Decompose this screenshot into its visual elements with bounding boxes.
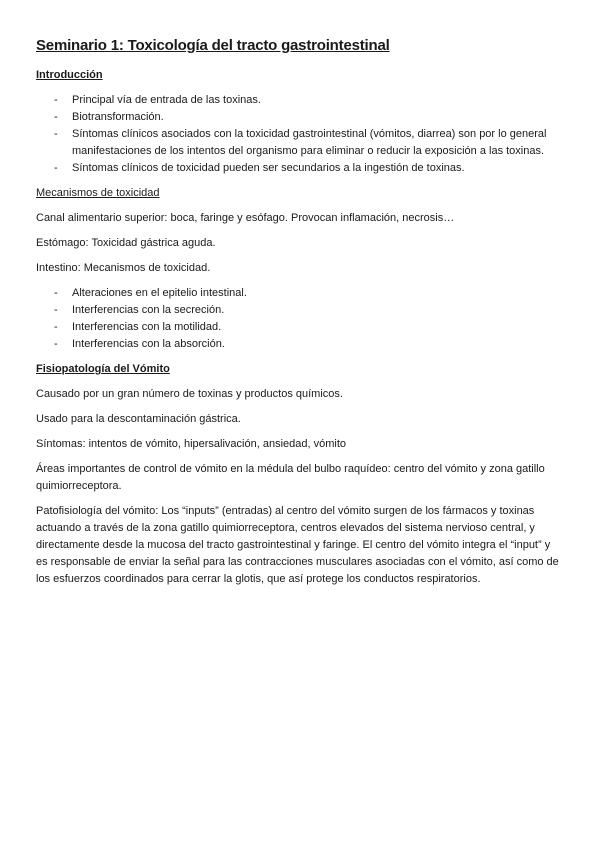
list-item	[36, 336, 564, 353]
list-item	[36, 319, 564, 336]
dash-bullet-icon: -	[54, 338, 58, 350]
document-title: Seminario 1: Toxicología del tracto gastrointestinal	[36, 37, 390, 54]
list-item	[36, 160, 564, 177]
list-item	[36, 302, 564, 319]
dash-bullet-icon: -	[54, 321, 58, 333]
paragraph: Áreas importantes de control de vómito en la médula del bulbo raquídeo: centro del vómito y zona gatillo quimiorreceptora.	[36, 463, 545, 492]
list-item	[36, 285, 564, 302]
list-item	[36, 126, 564, 160]
list-item-text: Interferencias con la absorción.	[72, 338, 225, 350]
list-item-text: Principal vía de entrada de las toxinas.	[72, 94, 261, 106]
dash-bullet-icon: -	[54, 94, 58, 106]
paragraph: Estómago: Toxicidad gástrica aguda.	[36, 237, 216, 249]
dash-bullet-icon: -	[54, 128, 58, 140]
list-item-text: Alteraciones en el epitelio intestinal.	[72, 287, 247, 299]
dash-bullet-icon: -	[54, 287, 58, 299]
intro-bullet-list	[36, 92, 564, 177]
list-item-text: Interferencias con la secreción.	[72, 304, 225, 316]
list-item-text: Síntomas clínicos de toxicidad pueden ser secundarios a la ingestión de toxinas.	[72, 162, 465, 174]
list-item-text: Síntomas clínicos asociados con la toxicidad gastrointestinal (vómitos, diarrea) son por lo general manifestaciones de los intentos del organismo para eliminar o reducir la exposición a las toxinas.	[72, 128, 547, 157]
document-page	[36, 36, 564, 596]
paragraph: Patofisiología del vómito: Los “inputs” (entradas) al centro del vómito surgen de los fármacos y toxinas actuando a través de la zona gatillo quimiorreceptora, centros elevados del sistema nervioso central, y directamente desde la mucosa del tracto gastrointestinal y faringe. El centro del vómito integra el “input” y es responsable de enviar la señal para las contracciones musculares asociadas con el vómito, así como de los esfuerzos coordinados para cerrar la glotis, que así protege los conductos respiratorios.	[36, 505, 559, 585]
list-item	[36, 109, 564, 126]
list-item	[36, 92, 564, 109]
list-item-text: Biotransformación.	[72, 111, 164, 123]
paragraph: Intestino: Mecanismos de toxicidad.	[36, 262, 211, 274]
paragraph: Usado para la descontaminación gástrica.	[36, 413, 241, 425]
list-item-text: Interferencias con la motilidad.	[72, 321, 222, 333]
intro-heading: Introducción	[36, 69, 103, 81]
dash-bullet-icon: -	[54, 162, 58, 174]
paragraph: Canal alimentario superior: boca, faringe y esófago. Provocan inflamación, necrosis…	[36, 212, 455, 224]
mechanisms-bullet-list	[36, 285, 564, 353]
mechanisms-heading: Mecanismos de toxicidad	[36, 187, 160, 199]
dash-bullet-icon: -	[54, 111, 58, 123]
dash-bullet-icon: -	[54, 304, 58, 316]
paragraph: Causado por un gran número de toxinas y productos químicos.	[36, 388, 343, 400]
vomit-heading: Fisiopatología del Vómito	[36, 363, 170, 375]
paragraph: Síntomas: intentos de vómito, hipersalivación, ansiedad, vómito	[36, 438, 346, 450]
